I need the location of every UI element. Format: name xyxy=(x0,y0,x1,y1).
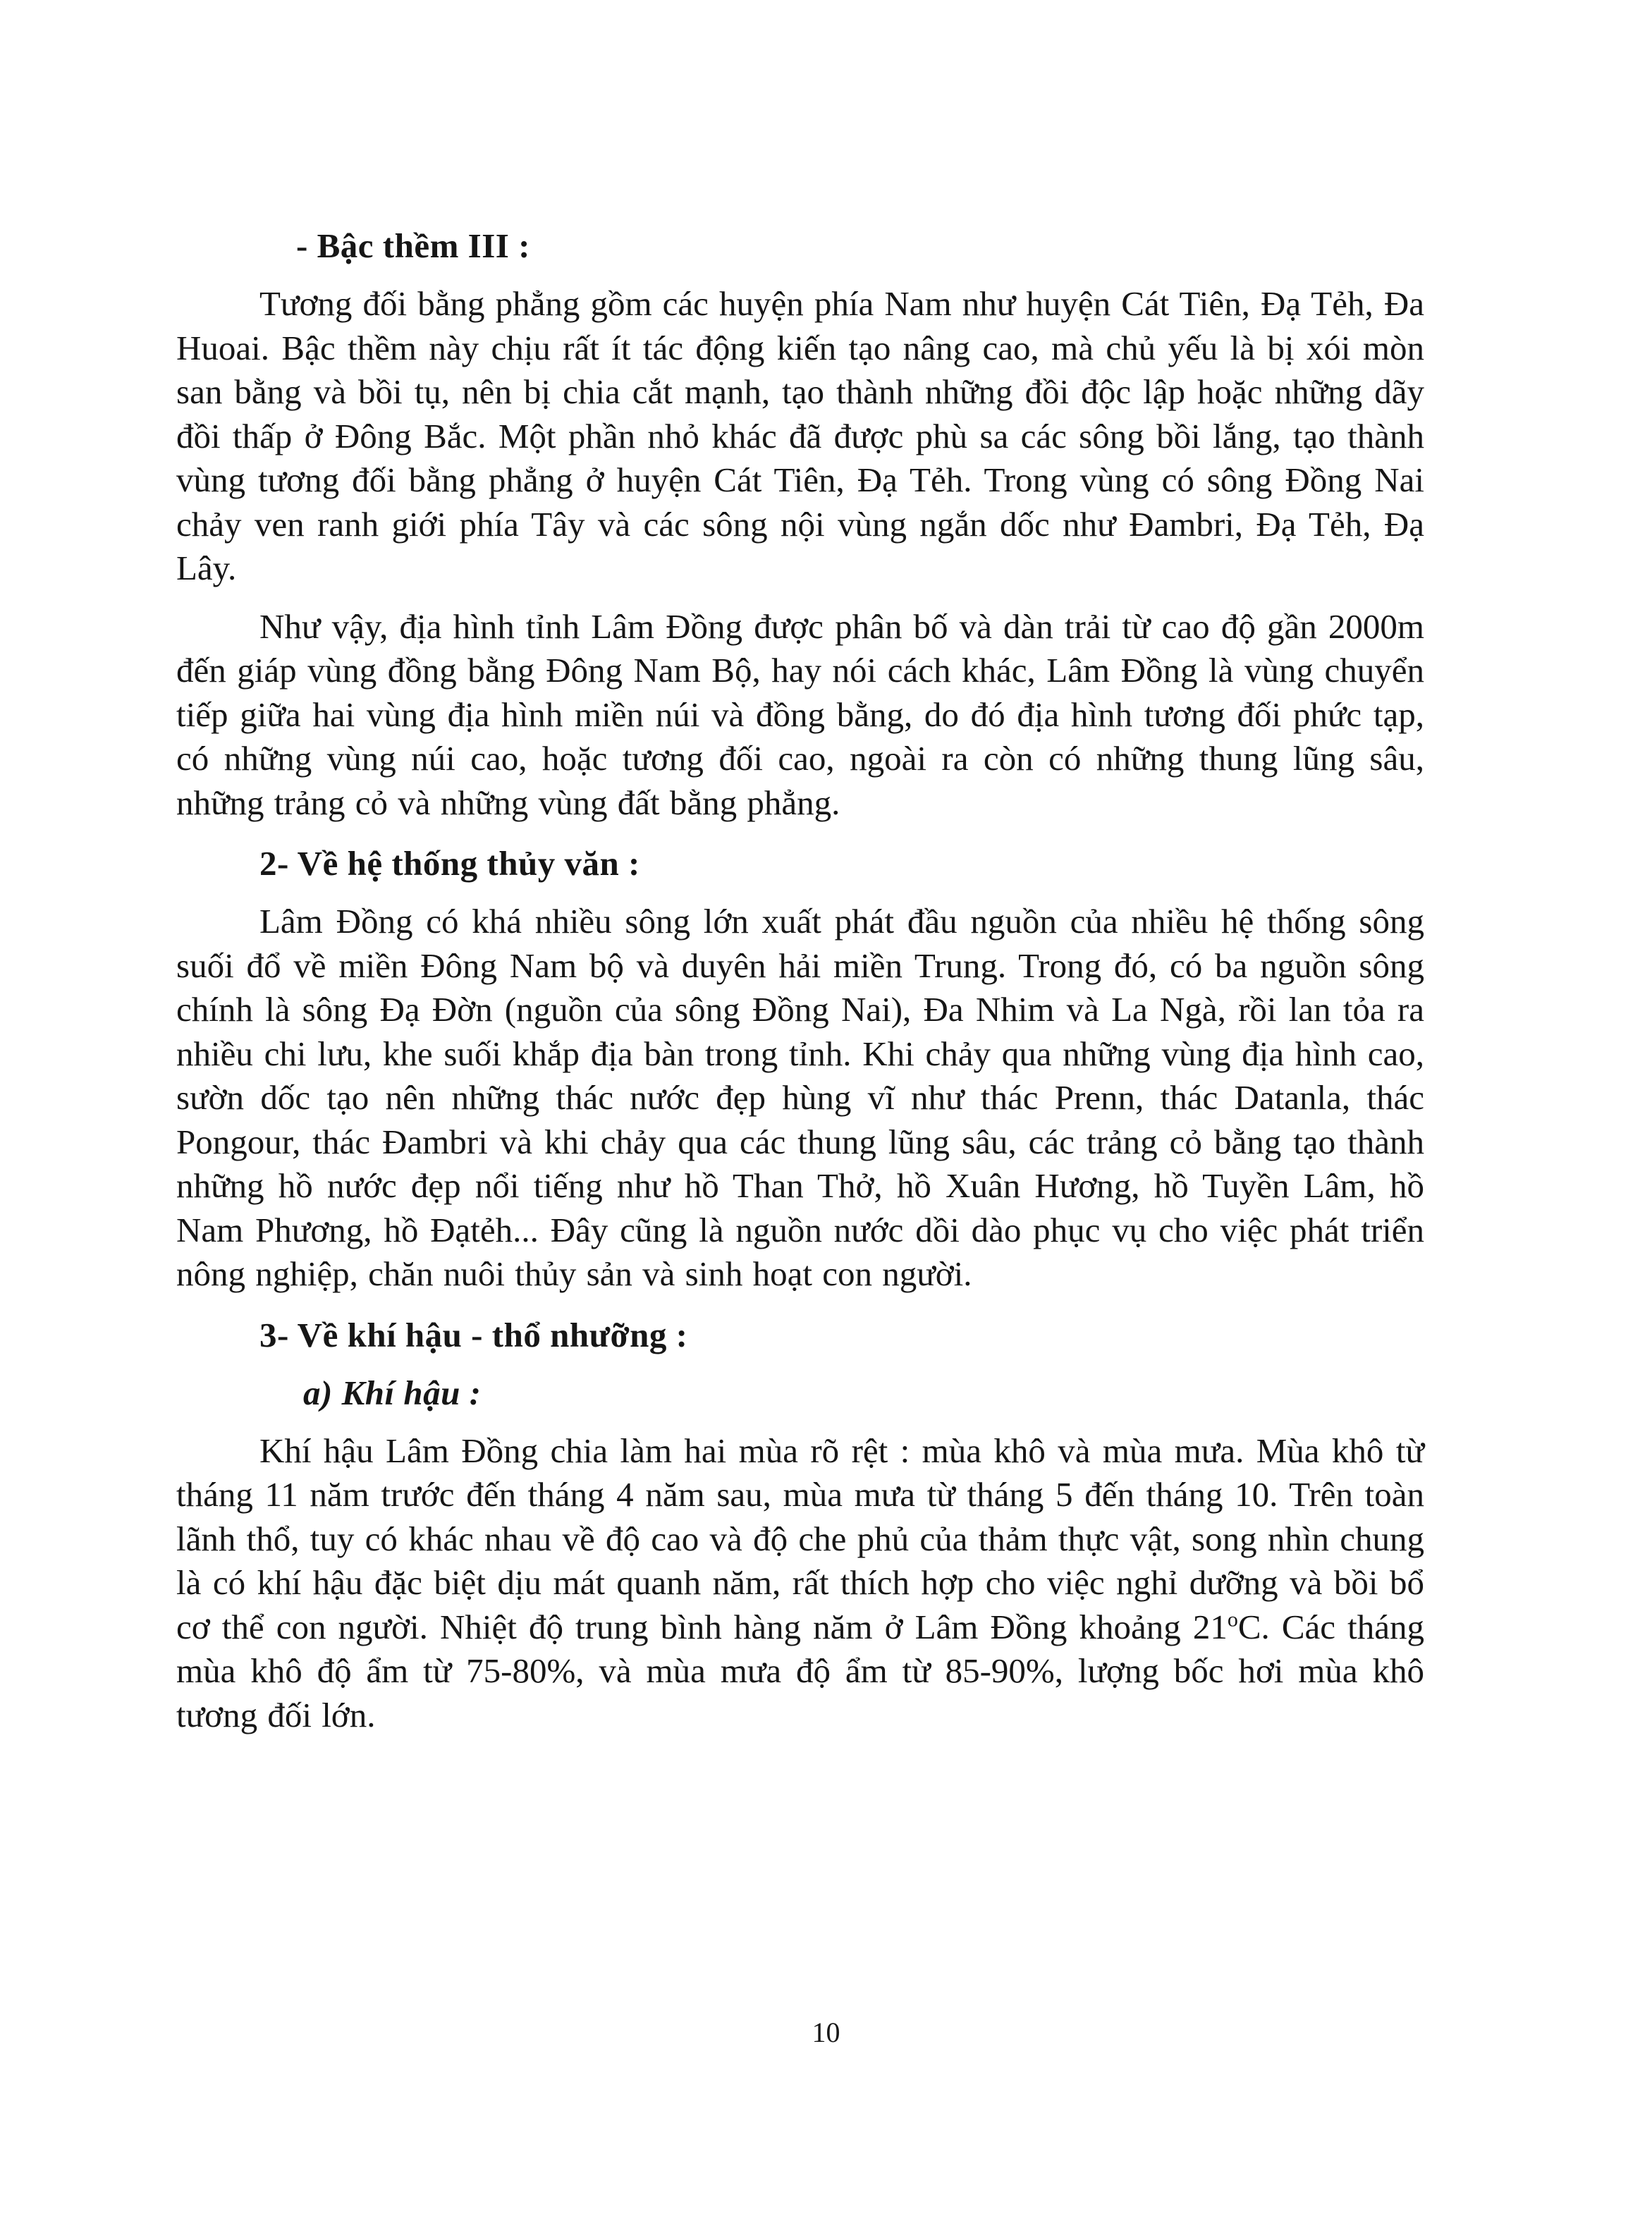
paragraph-khi-hau-text-after: C. Các tháng mùa khô độ ẩm từ 75-80%, và mùa mưa độ ẩm từ 85-90%, lượng bốc hơi mùa khô tương đối lớn. xyxy=(176,1607,1424,1734)
degree-superscript: o xyxy=(1227,1608,1238,1632)
paragraph-khi-hau xyxy=(176,1429,1424,1738)
page-content xyxy=(176,224,1424,1737)
section-spacer xyxy=(176,825,1424,842)
section-heading-khi-hau-tho-nhuong: 3- Về khí hậu - thổ nhưỡng : xyxy=(259,1315,688,1354)
subsection-heading-khi-hau: a) Khí hậu : xyxy=(303,1373,482,1412)
section-spacer xyxy=(176,1297,1424,1314)
section-spacer xyxy=(176,1415,1424,1429)
paragraph-bac-them-description: Tương đối bằng phẳng gồm các huyện phía Nam như huyện Cát Tiên, Đạ Tẻh, Đa Huoai. Bậc thềm này chịu rất ít tác động kiến tạo nâng cao, mà chủ yếu là bị xói mòn san bằng và bồi tụ, nên bị chia cắt mạnh, tạo thành những đồi độc lập hoặc những dãy đồi thấp ở Đông Bắc. Một phần nhỏ khác đã được phù sa các sông bồi lắng, tạo thành vùng tương đối bằng phẳng ở huyện Cát Tiên, Đạ Tẻh. Trong vùng có sông Đồng Nai chảy ven ranh giới phía Tây và các sông nội vùng ngắn dốc như Đambri, Đạ Tẻh, Đạ Lây. xyxy=(176,284,1424,587)
section-spacer xyxy=(176,1357,1424,1371)
section-heading-bac-them-iii: - Bậc thềm III : xyxy=(296,226,530,265)
paragraph-terrain-summary: Như vậy, địa hình tỉnh Lâm Đồng được phân bố và dàn trải từ cao độ gần 2000m đến giáp vùng đồng bằng Đông Nam Bộ, hay nói cách khác, Lâm Đồng là vùng chuyển tiếp giữa hai vùng địa hình miền núi và đồng bằng, do đó địa hình tương đối phức tạp, có những vùng núi cao, hoặc tương đối cao, ngoài ra còn có những thung lũng sâu, những trảng cỏ và những vùng đất bằng phẳng. xyxy=(176,606,1424,822)
page-number: 10 xyxy=(812,2016,840,2048)
paragraph-thuy-van: Lâm Đồng có khá nhiều sông lớn xuất phát đầu nguồn của nhiều hệ thống sông suối đổ về miền Đông Nam bộ và duyên hải miền Trung. Trong đó, có ba nguồn sông chính là sông Đạ Đờn (nguồn của sông Đồng Nai), Đa Nhim và La Ngà, rồi lan tỏa ra nhiều chi lưu, khe suối khắp địa bàn trong tỉnh. Khi chảy qua những vùng địa hình cao, sườn dốc tạo nên những thác nước đẹp hùng vĩ như thác Prenn, thác Datanla, thác Pongour, thác Đambri và khi chảy qua các thung lũng sâu, các trảng cỏ bằng tạo thành những hồ nước đẹp nổi tiếng như hồ Than Thở, hồ Xuân Hương, hồ Tuyền Lâm, hồ Nam Phương, hồ Đạtẻh... Đây cũng là nguồn nước dồi dào phục vụ cho việc phát triển nông nghiệp, chăn nuôi thủy sản và sinh hoạt con người. xyxy=(176,902,1424,1293)
paragraph-khi-hau-text-before: Khí hậu Lâm Đồng chia làm hai mùa rõ rệt : mùa khô và mùa mưa. Mùa khô từ tháng 11 năm trước đến tháng 4 năm sau, mùa mưa từ tháng 5 đến tháng 10. Trên toàn lãnh thổ, tuy có khác nhau về độ cao và độ che phủ của thảm thực vật, song nhìn chung là có khí hậu đặc biệt dịu mát quanh năm, rất thích hợp cho việc nghỉ dưỡng và bồi bổ cơ thể con người. Nhiệt độ trung bình hàng năm ở Lâm Đồng khoảng 21 xyxy=(176,1431,1424,1646)
paragraph-spacer xyxy=(176,591,1424,605)
section-spacer xyxy=(176,886,1424,900)
section-heading-thuy-van: 2- Về hệ thống thủy văn : xyxy=(259,844,640,883)
